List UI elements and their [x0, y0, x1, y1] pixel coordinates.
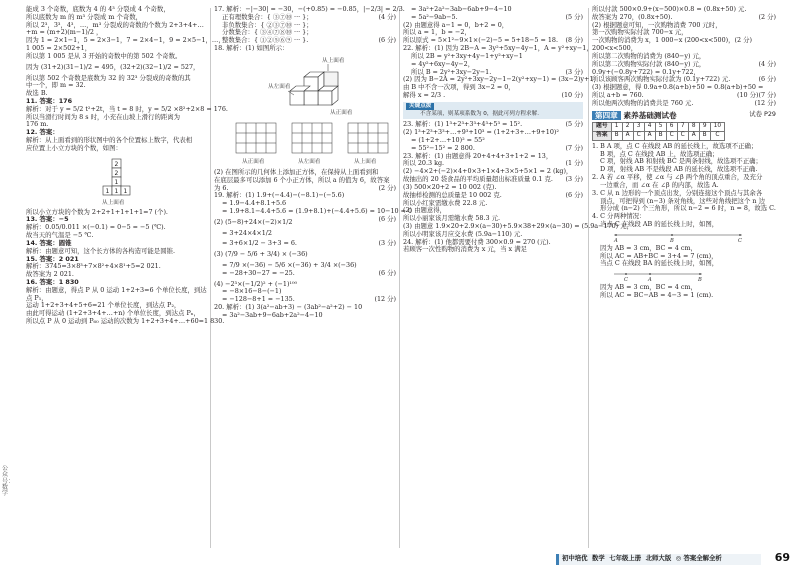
text-line: 4. C 分两种情况：	[592, 212, 646, 221]
segment-figure-2	[592, 270, 776, 282]
text-line: 故答案为 2 021.	[26, 270, 74, 279]
svg-text:C: C	[738, 237, 742, 244]
text-line: 所以 2B = y²+3xy+4y−1+y²+xy−1	[411, 51, 523, 60]
text-line: 因为 (31+2)(31−1)/2 = 495，(32+2)(32−1)/2 = 527，	[26, 62, 200, 71]
table-cell: C	[666, 131, 677, 140]
text-line: 因为 AB = 3 cm，BC = 4 cm，	[600, 243, 697, 252]
column-divider	[588, 8, 589, 548]
table-cell: 1	[611, 122, 622, 131]
text-line: D 项，射线 AB 不是线段 AB 的延长线，故选项不正确.	[600, 165, 758, 174]
text-line: 所以 a = 1，b = −2，	[403, 28, 471, 37]
chapter-page-ref: 试卷 P29	[749, 109, 776, 118]
text-line: 23. 解析：(1) 1³+2³+3³+4³+5³ = 15². (5 分)	[403, 120, 583, 129]
page-footer	[556, 552, 794, 568]
table-cell: B	[655, 131, 666, 140]
table-cell: C	[677, 131, 688, 140]
text-line: 所以 a+b = 760. (10 分)	[592, 90, 759, 99]
text-line: 所以点 P 从 0 运动到 P₆₀ 运动的次数为 1+2+3+4+…+60=1 830.	[26, 317, 225, 325]
table-cell: 7	[677, 122, 688, 131]
key-tip-header	[406, 103, 580, 110]
key-tip-box	[403, 102, 583, 120]
chapter-title: 素养基础测试卷	[623, 110, 677, 120]
text-line: 所以 B = 2y²+3xy−2y−1. (3 分)	[411, 67, 583, 76]
text-line: (2) 在图所示的几何体上添加正方体，在保持从上面看到和	[214, 167, 379, 176]
text-line: 由 B 中不含一次项，得到 3x−2 = 0，	[403, 83, 515, 92]
text-line: 1. B A 项，点 C 在线段 AB 的延长线上，故选项不正确；	[592, 141, 758, 150]
text-line: 若顾客一次性购物的消费为 x 元，当 x 满足	[403, 245, 527, 254]
text-line: 2. A 若 ∠α 平移，使 ∠α 与 ∠β 两个角的顶点重合，及充分	[592, 173, 763, 182]
text-line: 所以 AC = AB+BC = 3+4 = 7 (cm)，	[600, 251, 718, 260]
table-cell: 5	[655, 122, 666, 131]
table-cell: 8	[688, 122, 699, 131]
text-line: 中一个，即 m = 32.	[26, 81, 86, 90]
text-line: 故抽样检测的总质量是 10 002 克. (6 分)	[403, 190, 583, 199]
segment-svg	[592, 231, 776, 243]
table-cell: B	[699, 131, 710, 140]
text-line: = −128−8+1 = −135. (12 分)	[222, 295, 396, 304]
text-line: 因为 1 = 2×1−1，5 = 2×3−1，7 = 2×4−1，9 = 2×5−1，…，	[26, 36, 225, 45]
text-line: 一次购物的消费为 x，1 000−x (200<x<500)，(2 分)	[592, 36, 752, 45]
text-line: = −28+30−27 = −25. (6 分)	[222, 268, 396, 277]
text-line: 176 m.	[26, 120, 49, 129]
text-line: = 1.9+8.1−4.4+5.6 = (1.9+8.1)+(−4.4+5.6) = 10−10 = 0 (6 分)	[222, 206, 413, 223]
table-cell: A	[644, 131, 655, 140]
text-line: = 3a²−3ab+9−6ab+2a²−4−10	[222, 310, 323, 319]
text-line: 所以小丽家该月需缴水费 58.3 元.	[403, 214, 501, 223]
svg-text:2: 2	[114, 169, 119, 177]
text-line: (2) 因为 B−2A = 2y²+3xy−2y−1−2(y²+xy−1) = (3x−2)y+1，	[403, 75, 600, 84]
tip-label: 关键点拨	[406, 103, 434, 110]
figure-label: 从上面看	[354, 158, 377, 165]
text-line: (4) −2³×(−1/2)² + (−1)¹⁰⁰	[214, 279, 298, 288]
answer-table	[592, 122, 725, 141]
text-line: 整数集合：{ ①②⑤⑥⑨ ··· }. (6 分)	[222, 36, 396, 45]
solid-figure	[214, 55, 396, 117]
chapter-number: 第四章	[592, 111, 621, 120]
text-line: 所以第二次购物实际付款 (840−y) 元， (4 分)	[592, 59, 776, 68]
answer-heading: 14. 答案：圆锥	[26, 238, 72, 247]
text-line: 解析：对于 y = 5/2 t²+2t，当 t = 8 时，y = 5/2 ×8²+2×8 = 176.	[26, 104, 228, 113]
footer-edition: 北师大版	[645, 554, 672, 562]
svg-text:A: A	[614, 237, 618, 244]
top-view-number-figure	[26, 155, 207, 207]
figure-label: 从上面看	[322, 57, 345, 64]
table-header-cell: 题号	[593, 122, 612, 131]
table-cell: C	[710, 131, 724, 140]
text-line: 所以当滑行时间为 8 s 时，小充在山坡上滑行的距离为	[26, 112, 181, 121]
text-line: (3) (7/9 − 5/6 + 3/4) × (−36)	[214, 250, 308, 259]
svg-text:从上面看: 从上面看	[102, 199, 125, 206]
text-line: = 3+24×4×1/2	[222, 228, 272, 237]
text-line: 所以小立方块的个数为 2+2+1+1+1+1=7 (个).	[26, 207, 168, 216]
text-line: 在底层最多可以添加 6 个小正方体，所以 a 的值为 6，故答案 (2 分)	[214, 175, 396, 192]
text-line: 故抽出的 20 袋食品的平均质量超出标准质量 0.1 克. (3 分)	[403, 175, 583, 184]
footer-circle-icon: ◎	[675, 554, 682, 562]
text-line: 0.9y+(−0.8y+722) = 0.1y+722，	[592, 67, 700, 76]
table-cell: 3	[633, 122, 644, 131]
svg-text:B: B	[698, 277, 702, 284]
text-line: = 4y²+6xy−4y−2，	[411, 59, 475, 68]
text-line: 所以第二次购物的消费为 (840−y) 元，	[592, 51, 706, 60]
text-line: 当点 C 在线段 BA 的延长线上时，如图，	[600, 259, 719, 268]
segment-svg	[592, 270, 776, 282]
text-line: 18. 解析：(1) 如图所示：	[214, 44, 289, 53]
table-cell: A	[688, 131, 699, 140]
text-line: B 项，点 C 在线段 AB 上，故选项正确；	[600, 149, 719, 158]
side-watermark-text: 公众号：数学	[2, 465, 15, 498]
figure-label: 从左面看	[298, 158, 321, 165]
column-divider	[399, 8, 400, 548]
top-view-grid-svg	[26, 155, 207, 207]
text-line: 故选 B.	[26, 89, 48, 98]
table-cell: 6	[666, 122, 677, 131]
text-line: +m = (m+2)(m−1)/2 ，	[26, 28, 103, 37]
text-line: C 项，射线 AB 和射线 BC 是两条射线，故选项不正确；	[600, 157, 762, 166]
text-line: 所以小明家该月应交水费 (5.9a−110) 元.	[403, 229, 523, 238]
table-cell: 9	[699, 122, 710, 131]
key-tip-text: 不含某项，则某项系数为 0，据此可列方程求解.	[420, 110, 539, 117]
text-line: (3) 根据题意，得 0.9a+0.8(a+b)+50 = 0.8(a+b)+50 = (7 分)	[592, 83, 776, 99]
text-line: 200<x<500，	[592, 44, 638, 53]
figure-label: 从正面看	[242, 158, 265, 165]
text-line: 所以 AC = BC−AB = 4−3 = 1 (cm).	[600, 291, 714, 299]
text-line: = −8×16−8−(−1)	[222, 287, 282, 296]
text-line: 17. 解析：−|−30| = −30，−(+0.85) = −0.85，|−2/3| = 2/3. (4 分)	[214, 5, 405, 21]
svg-text:1: 1	[105, 187, 110, 195]
text-line: 20. 解析：(1) 3(a²−ab+3) − (3ab²−a²+2) − 10	[214, 303, 363, 312]
text-line: = 7/9 ×(−36) − 5/6 ×(−36) + 3/4 ×(−36)	[222, 261, 357, 269]
text-line: 所以该顾客两次购物实际付款为 (0.1y+722) 元. (6 分)	[592, 75, 776, 84]
text-line: 正有理数集合：{ ③⑦⑩ ··· }；	[222, 12, 313, 21]
table-row	[593, 122, 725, 131]
figure-label: 从正面看	[330, 109, 353, 116]
text-line: = 55²−15² = 2 800. (7 分)	[411, 143, 583, 152]
text-line: 所以第 502 个奇数是底数为 32 的 32³ 分裂成的奇数的其	[26, 73, 191, 82]
answer-heading: 13. 答案：−5	[26, 215, 69, 224]
table-cell: C	[633, 131, 644, 140]
text-line: 1 005 = 2×502+1，	[26, 44, 92, 53]
chapter-heading	[592, 111, 776, 120]
text-line: 24. 解析：(1) 他都需要付费 300×0.9 = 270 (元).	[403, 237, 551, 246]
text-line: 3. C 从 n 边形的一个顶点出发，分别连接这个顶点与其余各	[592, 188, 763, 197]
text-line: 19. 解析：(1) 1.9+(−4.4)−(−8.1)−(−5.6)	[214, 191, 345, 200]
text-line: 解析：由题意，得点 P 从 0 运动 1+2+3=6 个单位长度，到达	[26, 285, 207, 294]
text-line: 所以付款 500×0.9+(x−500)×0.8 = (0.8x+50) 元.	[592, 5, 747, 13]
answer-heading: 11. 答案：176	[26, 96, 73, 105]
text-line: 解得 x = 2/3 . (10 分)	[403, 90, 583, 99]
text-line: 因为 AB = 3 cm，BC = 4 cm，	[600, 283, 697, 292]
segment-figure-1	[592, 231, 776, 243]
text-line: 22. 解析：(1) 因为 2B−A = 3y²+5xy−4y−1，A = y²+xy−1，	[403, 44, 593, 53]
svg-text:1: 1	[123, 187, 128, 195]
text-line: 解析：0.05/0.011 ×(−0.1) = 0−5 = −5 (℃).	[26, 223, 166, 232]
column-divider	[210, 8, 211, 548]
text-line: 形分成 (n−2) 个三角形，所以 n−2 = 6 时，n = 8，故选 C.	[600, 204, 776, 213]
answer-heading: 15. 答案：2 021	[26, 254, 79, 263]
text-line: 非负数集合：{ ②③⑦⑩ ··· }；	[222, 20, 313, 29]
figure-label: 从左面看	[268, 83, 291, 90]
text-line: 由此可得运动 (1+2+3+4+…+n) 个单位长度，到达点 Pₙ，	[26, 309, 200, 318]
text-line: 所以 20.3 kg. (1 分)	[403, 159, 583, 168]
table-cell: B	[611, 131, 622, 140]
svg-text:1: 1	[114, 187, 119, 195]
text-line: 23. 解析：(1) 由题意得 20+4+4+3+1+2 = 13，	[403, 151, 553, 160]
answer-heading: 12. 答案：	[26, 128, 59, 137]
footer-label: 答案全解全析	[683, 554, 722, 562]
table-row	[593, 131, 725, 140]
text-line: = 3a²+2a²−3ab−6ab+9−4−10	[411, 5, 512, 13]
text-line: (2) 根据题意可知，一次购物消费 700 元时，	[592, 20, 722, 29]
column-2	[214, 5, 413, 551]
text-line: 所以小红家需缴水费 22.8 元.	[403, 198, 488, 207]
footer-brand: 初中培优	[562, 554, 588, 562]
table-cell: A	[622, 131, 633, 140]
text-line: = 5a²−9ab−5. (5 分)	[411, 12, 583, 21]
svg-text:A: A	[648, 277, 652, 284]
text-line: (2) −4×2+(−2)×4+0×3+1×4+3×5+5×1 = 2 (kg)，	[403, 167, 573, 176]
text-line: 运动 1+2+3+4+5+6=21 个单位长度，到达点 P₂，	[26, 301, 181, 310]
cube-stack-svg	[214, 55, 396, 117]
column-4	[592, 6, 776, 551]
svg-text:1: 1	[114, 178, 119, 186]
svg-text:B: B	[670, 237, 674, 244]
table-cell: 10	[710, 122, 724, 131]
text-line: (2) 由题意得，	[403, 206, 447, 215]
text-line: 故答案为 270，(0.8x+50). (2 分)	[592, 12, 776, 21]
page-number: 69	[774, 551, 790, 564]
text-line: 点 P₁，	[26, 293, 48, 302]
three-views-figure	[214, 119, 396, 167]
text-line: 故当天的气温是 −5 ℃.	[26, 231, 94, 240]
text-line: 解析：由题意可知，这个长方体的各构造可能是圆锥.	[26, 246, 176, 255]
answer-heading: 16. 答案：1 830	[26, 277, 79, 286]
text-line: = 3+6×1/2 − 3+3 = 6. (3 分)	[222, 239, 396, 248]
text-line: 一边重合，而 ∠α 在 ∠β 的内部，故选 A.	[600, 180, 719, 189]
text-line: = (1+2+…+10)² = 55²	[411, 136, 485, 144]
svg-text:2: 2	[114, 160, 119, 168]
text-line: 第一次购物实际付款 700−x 元，	[592, 28, 688, 37]
text-line: (3) 500×20+2 = 10 002 (克).	[403, 182, 497, 191]
text-line: 顶点，可把得到 (n−3) 条对角线，这些对角线把这个 n 边	[600, 196, 765, 205]
text-line: 所以 2³，3³，4³，…，m³ 分裂成的奇数的个数为 2+3+4+…	[26, 20, 204, 29]
text-line: 所以第 1 005 是从 3 开始的奇数中的第 502 个奇数。	[26, 51, 182, 60]
text-line: 能成 3 个奇数，底数为 4 的 4³ 分裂成 4 个奇数，	[26, 5, 170, 13]
table-cell: 2	[622, 122, 633, 131]
svg-text:C: C	[624, 277, 628, 284]
text-line: 所以底数为 m 的 m³ 分裂成 m 个奇数，	[26, 12, 143, 21]
three-views-svg	[214, 119, 396, 167]
text-line: (2) 1³+2³+3³+…+9³+10³ = (1+2+3+…+9+10)²	[403, 128, 559, 137]
text-line: 解析：从上面看到的形状图中的各个位置标上数字，代表相	[26, 136, 193, 144]
table-header-cell: 答案	[593, 131, 612, 140]
text-line: 为 6.	[214, 183, 229, 192]
text-line: 解析：3745=3×8³+7×8²+4×8¹+5=2 021.	[26, 262, 161, 271]
text-line: 所以他两次购物的消费共是 760 元. (12 分)	[592, 98, 776, 107]
text-line: = 1.9−4.4+8.1+5.6	[222, 199, 287, 208]
text-line: (2) (5−8)+24×(−2)×1/2	[214, 217, 293, 226]
text-line: (2) 由题意得 a−1 = 0，b+2 = 0，	[403, 20, 509, 29]
footer-grade: 七年级上册	[609, 554, 642, 562]
text-line: 当点 C 在线段 AB 的延长线上时，如图，	[600, 219, 719, 228]
table-cell: 4	[644, 122, 655, 131]
text-line: (3) 由题意 1.9×20+2.9×(a−30)+5.9×38+29×(a−30) = (5.9a−170) 元，	[403, 221, 633, 230]
footer-text	[562, 555, 722, 563]
footer-subject: 数学	[592, 554, 605, 562]
text-line: 分数集合：{ ③④⑦⑧⑩ ··· }；	[222, 28, 313, 37]
text-line: 应位置上小立方块的个数，如图：	[26, 143, 122, 152]
text-line: 所以原式 = 5×1²−9×1×(−2)−5 = 5+18−5 = 18. (8 分)	[403, 36, 583, 45]
